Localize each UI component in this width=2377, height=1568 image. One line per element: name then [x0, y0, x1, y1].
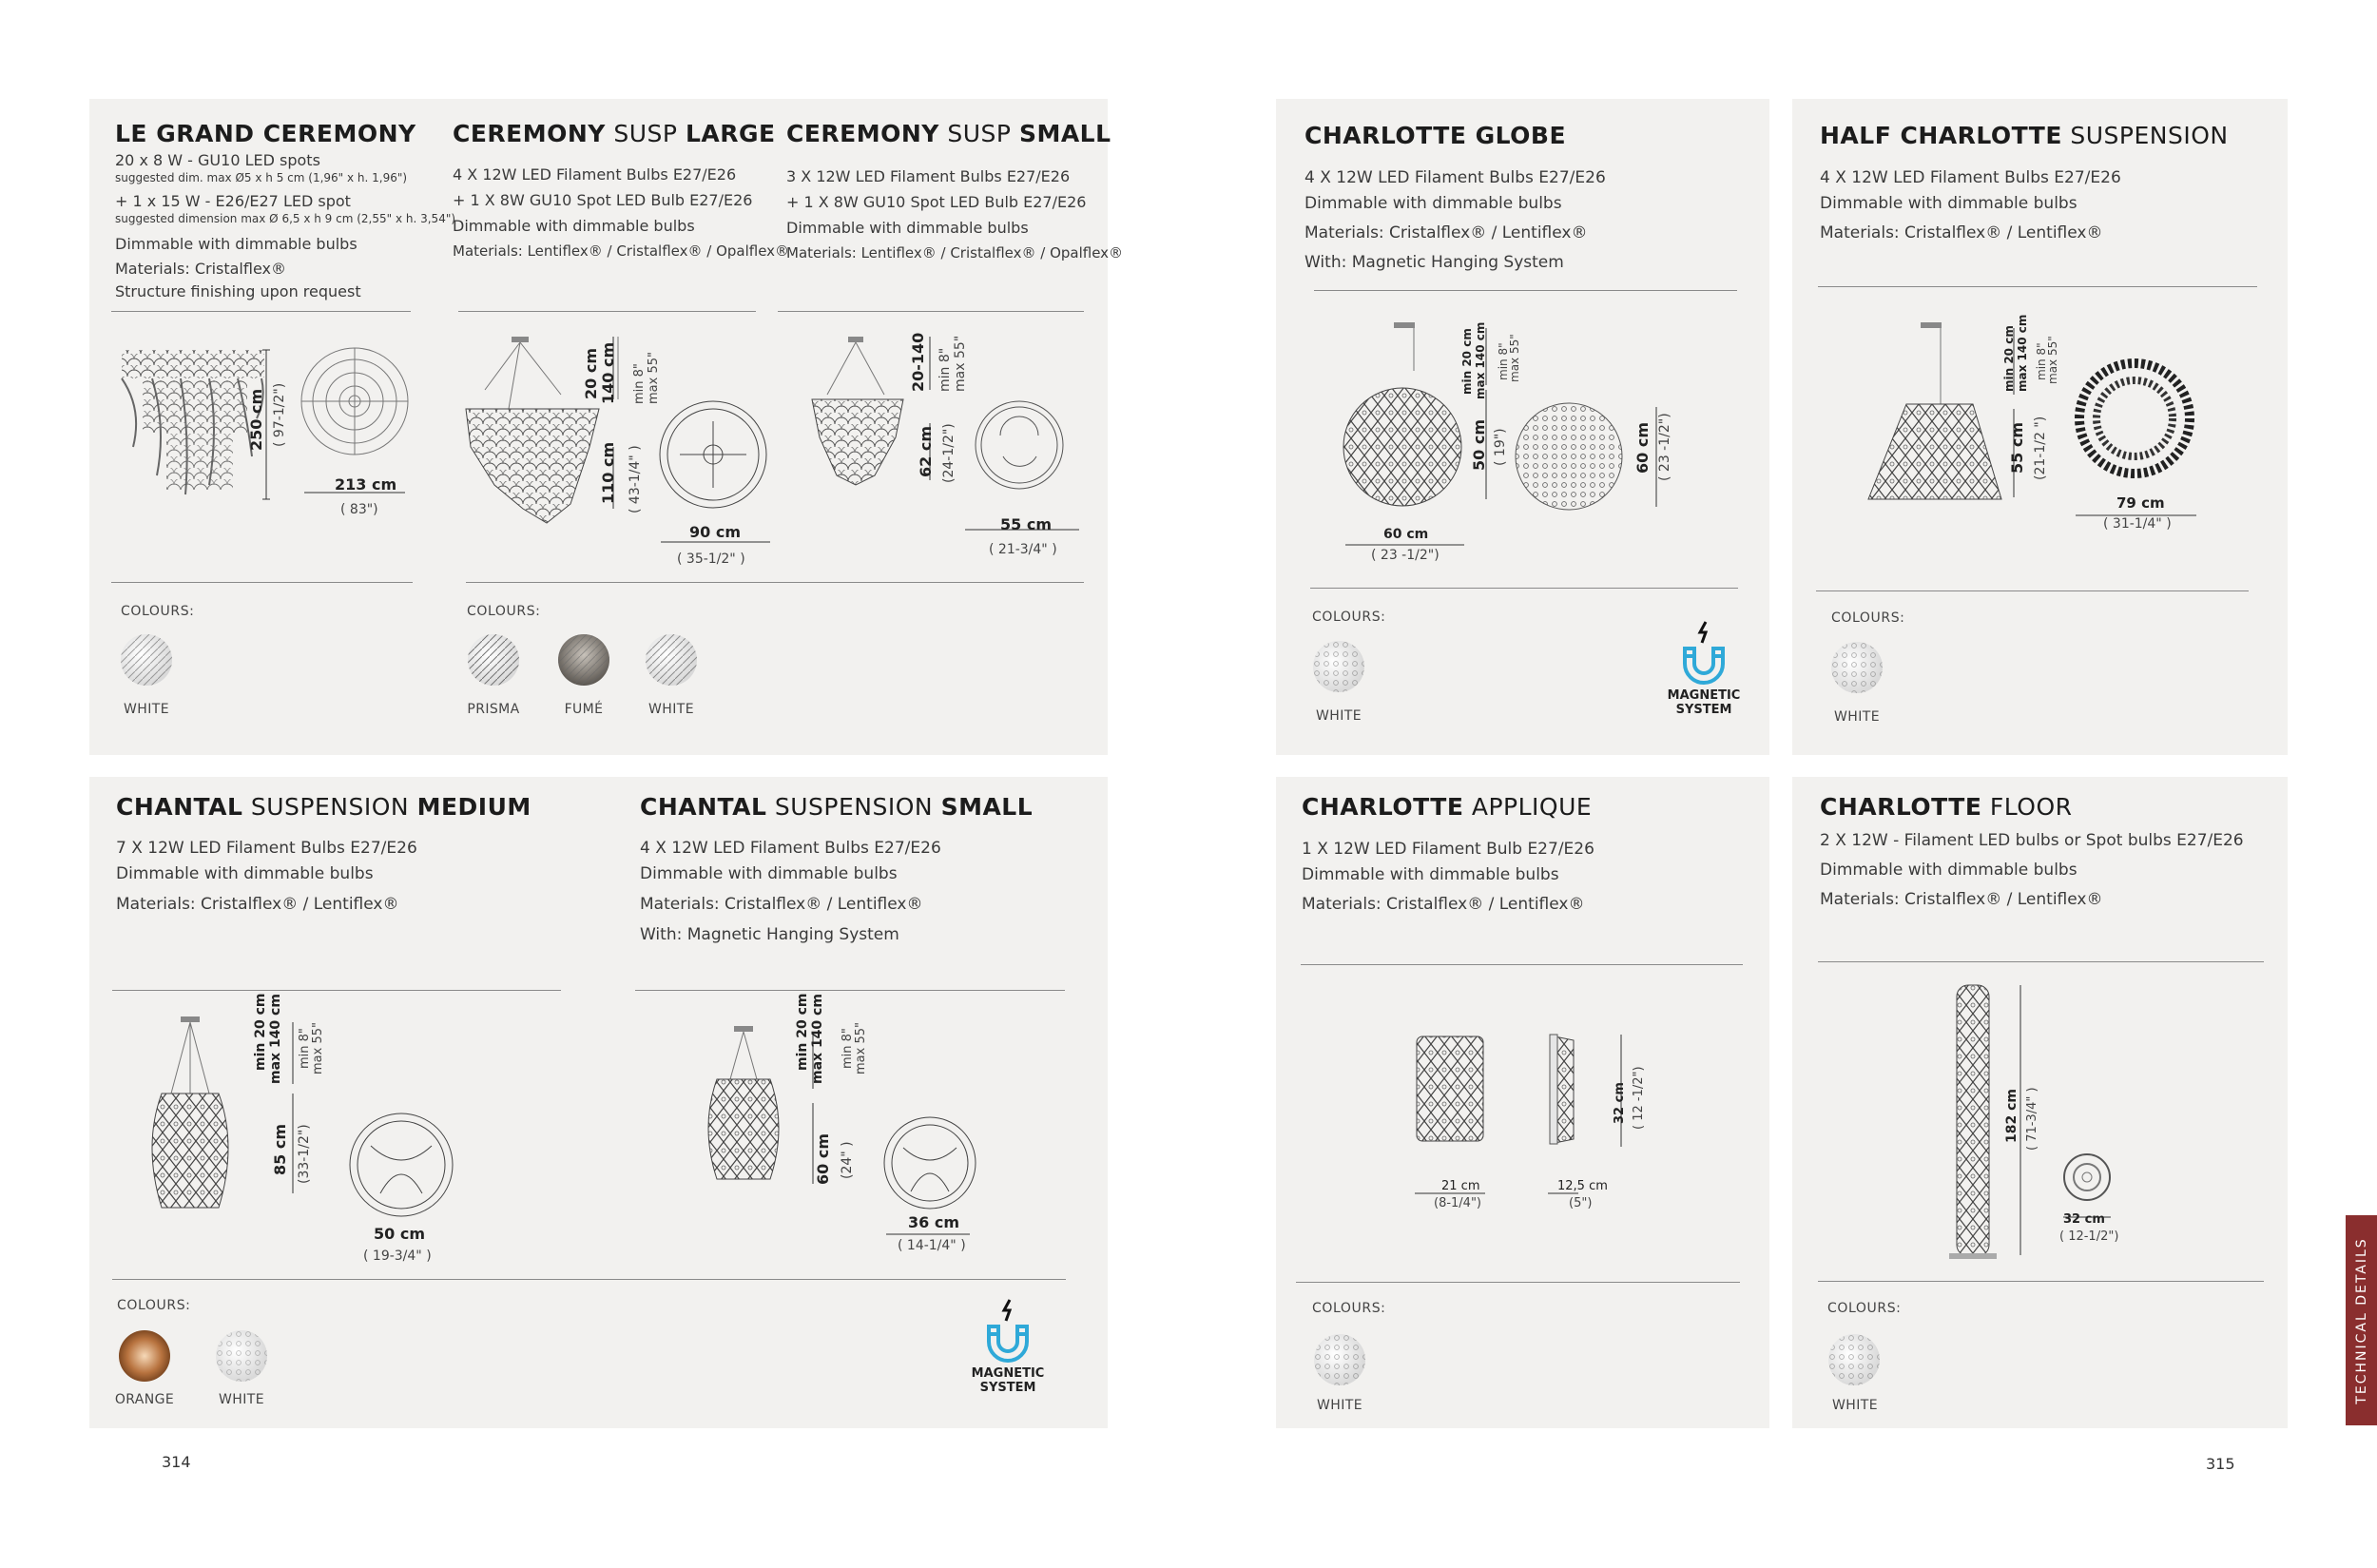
- dim-width: 90 cm: [689, 523, 741, 541]
- colour-swatch-fume[interactable]: [557, 633, 610, 687]
- magnet-icon: [981, 1298, 1034, 1363]
- divider: [1816, 590, 2249, 591]
- dim-diameter-inches: ( 23 -1/2"): [1657, 413, 1672, 481]
- dim-width-inches: ( 21-3/4" ): [989, 542, 1057, 557]
- product-title-le-grand-ceremony: LE GRAND CEREMONY: [115, 120, 416, 147]
- dim-depth: 12,5 cm: [1557, 1179, 1608, 1193]
- dim-cable-inches-max: max 55": [2046, 336, 2059, 384]
- product-title-ceremony-susp-small: CEREMONY SUSP SMALL: [786, 120, 1111, 147]
- magnetic-label-1: MAGNETIC: [971, 1366, 1045, 1381]
- divider: [1314, 290, 1737, 291]
- product-specs-half-charlotte: 4 X 12W LED Filament Bulbs E27/E26 Dimmable with dimmable bulbs Materials: Cristalflex® / Lentiflex®: [1820, 168, 2121, 242]
- colours-label: COLOURS:: [467, 604, 541, 619]
- dim-height: 55 cm: [2008, 422, 2026, 474]
- dim-cable-inches-max: max 55": [953, 335, 968, 392]
- dim-cable-inches-min: min 8": [937, 347, 953, 392]
- magnetic-system-badge: [1656, 620, 1751, 717]
- dim-cable-min: min 20 cm: [795, 993, 810, 1071]
- divider: [458, 311, 756, 312]
- product-title-charlotte-globe: CHARLOTTE GLOBE: [1304, 122, 1567, 149]
- dim-cable-inches-min: min 8": [298, 1028, 312, 1069]
- dim-width-inches: ( 35-1/2" ): [677, 552, 745, 567]
- dim-width: 60 cm: [1383, 527, 1429, 542]
- dim-height: 182 cm: [2004, 1089, 2019, 1143]
- divider: [111, 582, 413, 583]
- dim-width: 36 cm: [908, 1213, 959, 1231]
- dim-height-inches: ( 71-3/4" ): [2025, 1087, 2039, 1151]
- product-title-half-charlotte: HALF CHARLOTTE SUSPENSION: [1820, 122, 2229, 149]
- product-specs-charlotte-globe: 4 X 12W LED Filament Bulbs E27/E26 Dimmable with dimmable bulbs Materials: Cristalflex® / Lentiflex® With: Magnetic Hanging System: [1304, 168, 1606, 272]
- dim-cable-inches-max: max 55": [854, 1022, 868, 1074]
- product-title-chantal-medium: CHANTAL SUSPENSION MEDIUM: [116, 793, 531, 821]
- colour-swatch-white[interactable]: [645, 633, 698, 687]
- divider: [1301, 964, 1743, 965]
- tab-label: TECHNICAL DETAILS: [2353, 1236, 2369, 1404]
- magnetic-system-badge: [960, 1298, 1055, 1395]
- magnetic-label-2: SYSTEM: [1675, 703, 1732, 717]
- dim-cable-max: max 140 cm: [810, 994, 825, 1084]
- dim-cable-inches-max: max 55": [647, 352, 661, 404]
- dim-width: 50 cm: [374, 1225, 425, 1243]
- dim-cable-inches-min: min 8": [2035, 342, 2048, 380]
- dim-width: 55 cm: [1000, 515, 1052, 533]
- divider: [466, 582, 1084, 583]
- colour-label-fume: FUMÉ: [564, 702, 604, 717]
- dim-cable-max: 140 cm: [599, 341, 617, 404]
- dim-cable-min: min 20 cm: [1460, 328, 1474, 395]
- dim-width: 32 cm: [2063, 1212, 2105, 1227]
- dim-cable-max: max 140 cm: [2016, 314, 2029, 392]
- dim-cable: 20-140: [909, 332, 927, 392]
- product-specs-charlotte-applique: 1 X 12W LED Filament Bulb E27/E26 Dimmable with dimmable bulbs Materials: Cristalflex® / Lentiflex®: [1302, 840, 1594, 914]
- divider: [1310, 588, 1738, 589]
- divider: [111, 311, 411, 312]
- dim-cable-inches-max: max 55": [1508, 334, 1521, 382]
- divider: [1818, 961, 2264, 962]
- dim-width-inches: ( 23 -1/2"): [1371, 548, 1440, 563]
- colours-label: COLOURS:: [117, 1298, 191, 1313]
- dim-cable-min: min 20 cm: [253, 993, 268, 1071]
- colour-swatch-prisma[interactable]: [467, 633, 520, 687]
- product-title-charlotte-floor: CHARLOTTE FLOOR: [1820, 793, 2073, 821]
- colour-label-prisma: PRISMA: [467, 702, 520, 717]
- divider: [635, 990, 1065, 991]
- dim-height-inches: ( 19"): [1493, 428, 1508, 466]
- dim-height: 62 cm: [917, 426, 935, 477]
- dim-height-inches: (21-1/2 "): [2033, 416, 2048, 480]
- dim-cable-inches-min: min 8": [632, 363, 647, 404]
- dim-width-inches: ( 19-3/4" ): [363, 1249, 432, 1264]
- colour-label-white: WHITE: [1832, 1398, 1878, 1413]
- magnetic-label-2: SYSTEM: [979, 1381, 1036, 1395]
- dim-height-inches: (24" ): [840, 1141, 855, 1179]
- colour-label-white: WHITE: [648, 702, 694, 717]
- dim-height-inches: ( 97-1/2"): [272, 382, 287, 447]
- dim-height: 85 cm: [271, 1124, 289, 1175]
- colour-swatch-white[interactable]: [1830, 641, 1884, 694]
- divider: [112, 1279, 1066, 1280]
- product-specs-charlotte-floor: 2 X 12W - Filament LED bulbs or Spot bulbs E27/E26 Dimmable with dimmable bulbs Materials: Cristalflex® / Lentiflex®: [1820, 831, 2244, 909]
- magnet-icon: [1677, 620, 1730, 685]
- product-title-chantal-small: CHANTAL SUSPENSION SMALL: [640, 793, 1034, 821]
- colours-label: COLOURS:: [1831, 610, 1905, 626]
- colours-label: COLOURS:: [1312, 1301, 1386, 1316]
- dim-height: 250 cm: [247, 388, 265, 451]
- colour-swatch-white[interactable]: [1827, 1333, 1881, 1386]
- dim-height: 110 cm: [599, 441, 617, 504]
- product-specs-ceremony-susp-small: 3 X 12W LED Filament Bulbs E27/E26 + 1 X 8W GU10 Spot LED Bulb E27/E26 Dimmable with dimmable bulbs Materials: Lentiflex® / Cristalflex® / Opalflex®: [786, 167, 1124, 261]
- dim-cable-max: max 140 cm: [1474, 321, 1487, 399]
- dim-height-inches: ( 43-1/4" ): [628, 445, 643, 513]
- product-specs-ceremony-susp-large: 4 X 12W LED Filament Bulbs E27/E26 + 1 X 8W GU10 Spot LED Bulb E27/E26 Dimmable with dimmable bulbs Materials: Lentiflex® / Cristalflex® / Opalflex®: [453, 165, 790, 260]
- dim-cable-inches-max: max 55": [311, 1022, 325, 1074]
- dim-width-inches: ( 83"): [340, 502, 378, 517]
- divider: [778, 311, 1084, 312]
- colours-label: COLOURS:: [121, 604, 195, 619]
- magnetic-label-1: MAGNETIC: [1667, 688, 1741, 703]
- colour-swatch-white[interactable]: [1313, 1333, 1366, 1386]
- divider: [1818, 1281, 2264, 1282]
- dim-width: 21 cm: [1441, 1179, 1480, 1193]
- colour-label-white: WHITE: [124, 702, 169, 717]
- divider: [1296, 1282, 1740, 1283]
- dim-cable-min: 20 cm: [582, 348, 600, 399]
- page-number-left: 314: [162, 1453, 191, 1471]
- dim-width: 213 cm: [335, 475, 397, 494]
- dim-height: 50 cm: [1470, 419, 1488, 471]
- product-title-ceremony-susp-large: CEREMONY SUSP LARGE: [453, 120, 776, 147]
- dim-width-inches: (8-1/4"): [1434, 1196, 1482, 1210]
- dim-cable-max: max 140 cm: [268, 994, 283, 1084]
- colour-label-white: WHITE: [1834, 709, 1880, 725]
- colours-label: COLOURS:: [1827, 1301, 1902, 1316]
- product-title-charlotte-applique: CHARLOTTE APPLIQUE: [1302, 793, 1593, 821]
- page-number-right: 315: [2206, 1455, 2235, 1473]
- divider: [112, 990, 561, 991]
- colours-label: COLOURS:: [1312, 610, 1386, 625]
- colour-label-white: WHITE: [219, 1392, 264, 1407]
- dim-height: 32 cm: [1613, 1082, 1627, 1124]
- dim-depth-inches: (5"): [1569, 1196, 1593, 1210]
- dim-width-inches: ( 12-1/2"): [2059, 1229, 2119, 1244]
- dim-diameter: 60 cm: [1633, 422, 1652, 474]
- colour-swatch-orange[interactable]: [118, 1329, 171, 1383]
- colour-label-orange: ORANGE: [114, 1392, 175, 1407]
- dim-cable-inches-min: min 8": [841, 1028, 855, 1069]
- dim-height-inches: (24-1/2"): [941, 423, 957, 483]
- dim-width-inches: ( 14-1/4" ): [898, 1238, 966, 1253]
- dim-width: 79 cm: [2116, 494, 2165, 512]
- technical-details-tab[interactable]: [2346, 1215, 2377, 1425]
- colour-label-white: WHITE: [1317, 1398, 1362, 1413]
- colour-swatch-white[interactable]: [1312, 640, 1365, 693]
- dim-height-inches: ( 12 -1/2"): [1632, 1066, 1646, 1130]
- product-specs-chantal-medium: 7 X 12W LED Filament Bulbs E27/E26 Dimmable with dimmable bulbs Materials: Cristalflex® / Lentiflex®: [116, 839, 417, 914]
- dim-cable-min: min 20 cm: [2002, 325, 2016, 392]
- dim-height-inches: (33-1/2"): [297, 1124, 312, 1184]
- product-specs-le-grand-ceremony: 20 x 8 W - GU10 LED spots suggested dim. max Ø5 x h 5 cm (1,96" x h. 1,96") + 1 x 15 W - E26/E27 LED spot suggested dimension max Ø 6,5 x h 9 cm (2,55" x h. 3,54") Dimmable with dimmable bulbs Materials: Cristalflex® Structure finishing upon request: [115, 151, 456, 300]
- colour-swatch-white[interactable]: [215, 1329, 268, 1383]
- colour-swatch-white[interactable]: [120, 633, 173, 687]
- dim-height: 60 cm: [814, 1133, 832, 1185]
- dim-cable-inches-min: min 8": [1497, 342, 1510, 380]
- divider: [1818, 286, 2257, 287]
- dim-width-inches: ( 31-1/4" ): [2103, 516, 2172, 532]
- colour-label-white: WHITE: [1316, 708, 1362, 724]
- product-specs-chantal-small: 4 X 12W LED Filament Bulbs E27/E26 Dimmable with dimmable bulbs Materials: Cristalflex® / Lentiflex® With: Magnetic Hanging System: [640, 839, 941, 944]
